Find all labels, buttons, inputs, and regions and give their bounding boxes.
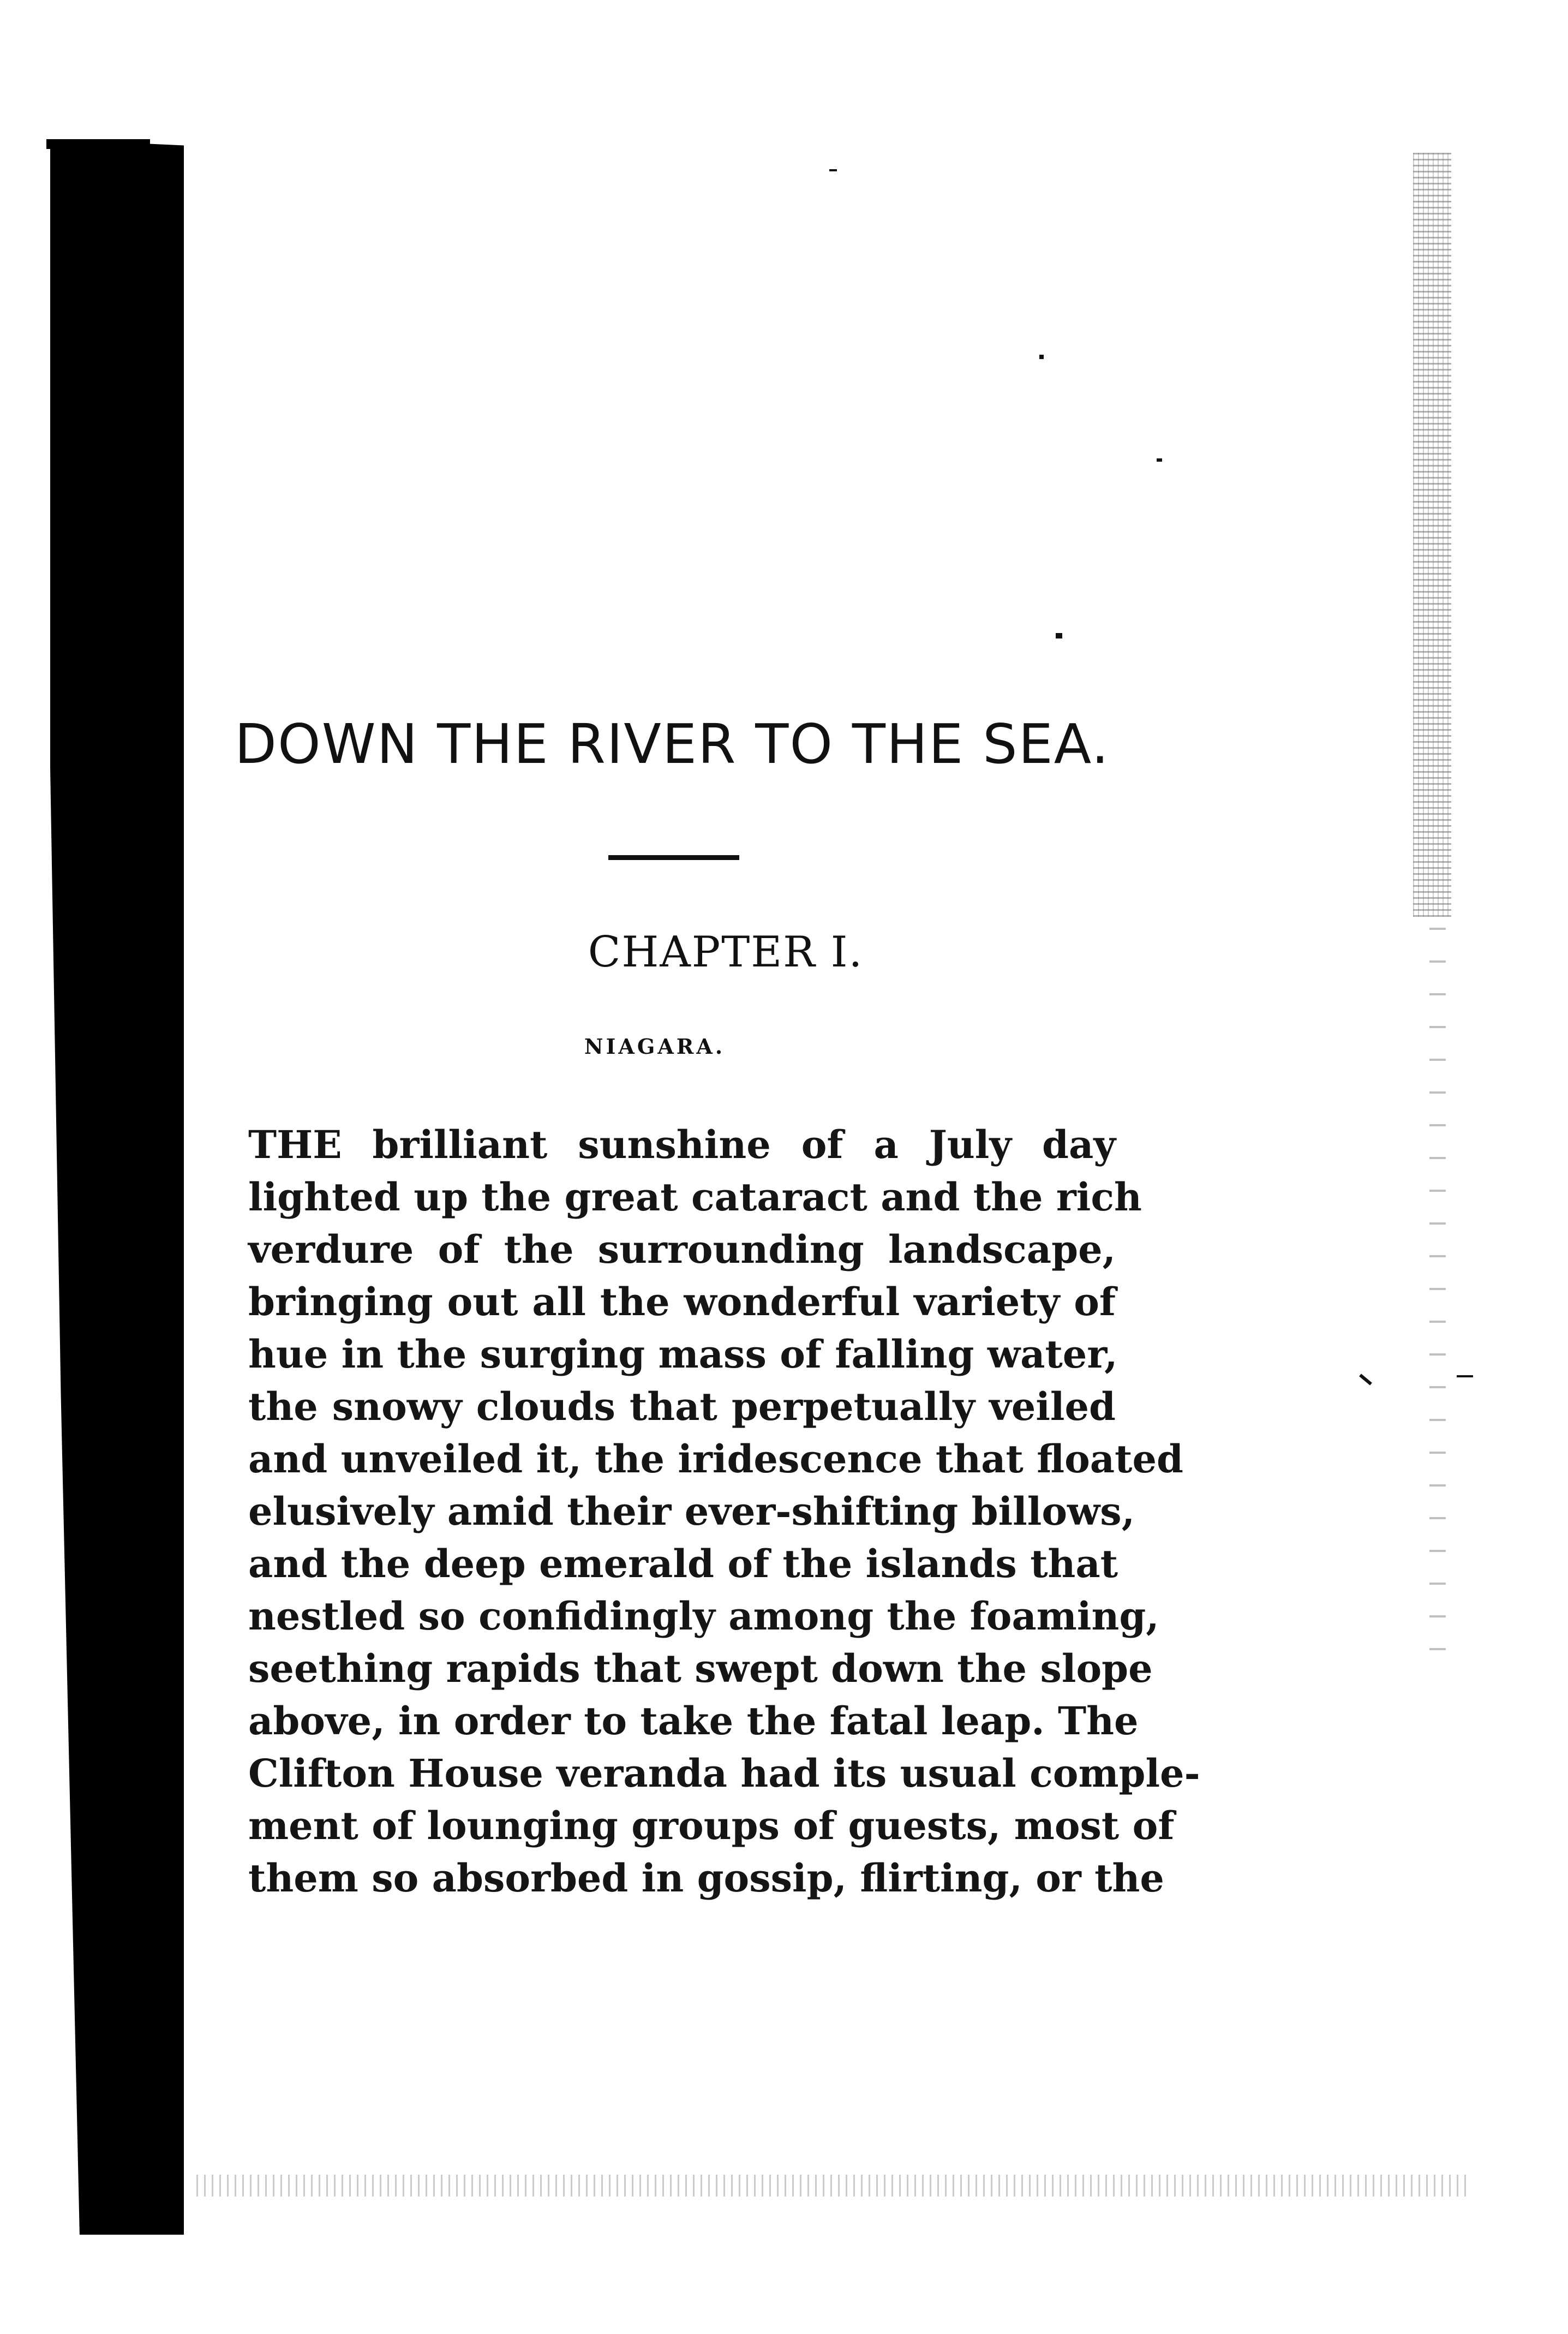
edge-bleed-through-lower xyxy=(1429,928,1446,1681)
binding-shadow-top xyxy=(46,139,150,149)
stray-mark xyxy=(1457,1375,1473,1377)
text-line: Clifton House veranda had its usual comple- xyxy=(248,1751,1200,1796)
text-line: and the deep emerald of the islands that xyxy=(248,1541,1118,1586)
chapter-subtitle: NIAGARA. xyxy=(584,1034,726,1059)
chapter-body-text xyxy=(248,1119,1200,1905)
text-line: verdure of the surrounding landscape, xyxy=(248,1227,1116,1272)
stray-mark xyxy=(829,169,837,171)
stray-mark xyxy=(1157,458,1162,462)
text-line: hue in the surging mass of falling water, xyxy=(248,1332,1118,1377)
text-line: bringing out all the wonderful variety of xyxy=(248,1279,1116,1324)
text-line: the snowy clouds that perpetually veiled xyxy=(248,1384,1116,1429)
stray-mark xyxy=(1039,355,1044,359)
title-divider xyxy=(608,855,739,860)
edge-bleed-through xyxy=(1413,153,1451,917)
text-line: nestled so confidingly among the foaming, xyxy=(248,1593,1159,1639)
text-line: THE brilliant sunshine of a July day xyxy=(248,1122,1116,1167)
text-line: lighted up the great cataract and the rich xyxy=(248,1174,1142,1220)
book-title: DOWN THE RIVER TO THE SEA. xyxy=(235,712,1110,776)
text-line: them so absorbed in gossip, flirting, or the xyxy=(248,1855,1164,1901)
binding-shadow xyxy=(50,139,184,2235)
chapter-heading: CHAPTER I. xyxy=(588,928,864,977)
bottom-edge-noise xyxy=(196,2175,1468,2196)
text-line: ment of lounging groups of guests, most of xyxy=(248,1803,1175,1848)
stray-mark xyxy=(1359,1374,1372,1385)
stray-mark xyxy=(1056,633,1062,638)
text-line: and unveiled it, the iridescence that floated xyxy=(248,1436,1183,1482)
text-line: above, in order to take the fatal leap. The xyxy=(248,1698,1139,1744)
text-line: seething rapids that swept down the slope xyxy=(248,1646,1153,1691)
text-line: elusively amid their ever-shifting billows, xyxy=(248,1489,1135,1534)
